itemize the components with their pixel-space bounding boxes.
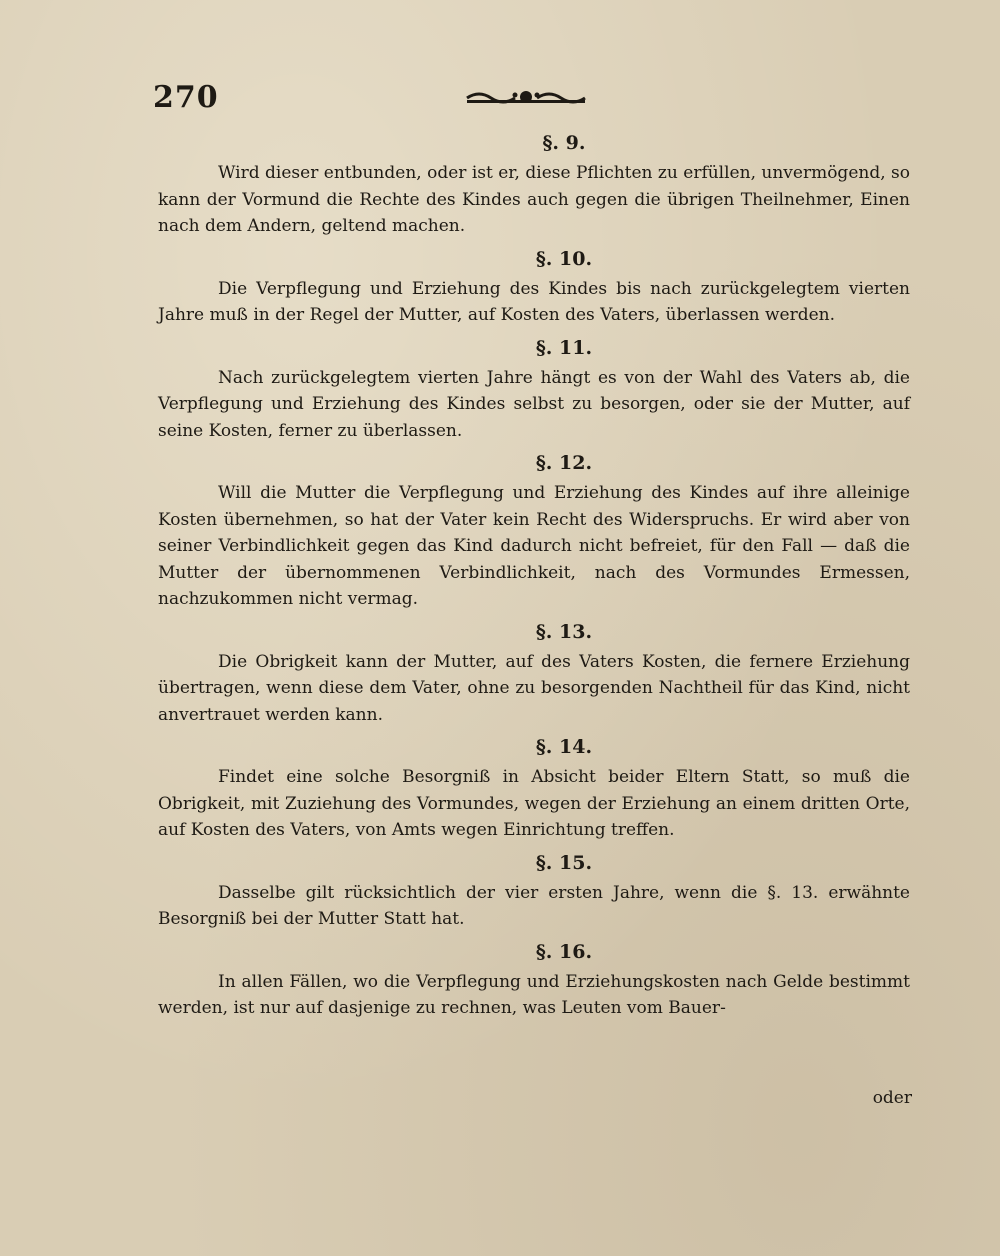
section-text-14: Findet eine solche Besorgniß in Absicht beider Eltern Statt, so muß die Obrigkeit, mit Zuziehung des Vormundes, wegen der Erziehung an einem dritten Orte, auf Kosten des Vaters, von Amts wegen Einrichtung treffen. [158,767,910,840]
section-text-13: Die Obrigkeit kann der Mutter, auf des Vaters Kosten, die fernere Erziehung übertragen, wenn diese dem Vater, ohne zu besorgenden Nachtheil für das Kind, nicht anvertrauet werden kann. [158,651,910,725]
section-text-12: Will die Mutter die Verpflegung und Erziehung des Kindes auf ihre alleinige Kosten übernehmen, so hat der Vater kein Recht des Widerspruchs. Er wird aber von seiner Verbindlichkeit gegen das Kind dadurch nicht befreiet, für den Fall — daß die Mutter der übernommenen Verbindlichkeit, nach des Vormundes Ermessen, nachzukommen nicht vermag. [158,483,910,609]
section-heading-15: §. 15. [535,851,593,874]
section-text-16: In allen Fällen, wo die Verpflegung und Erziehungskosten nach Gelde bestimmt werden, ist nur auf dasjenige zu rechnen, was Leuten vom Bauer- [158,971,910,1018]
section-heading-13: §. 13. [535,620,593,643]
main-text [158,128,910,1026]
section-text-15: Dasselbe gilt rücksichtlich der vier ersten Jahre, wenn die §. 13. erwähnte Besorgniß bei der Mutter Statt hat. [158,882,910,929]
section-heading-10: §. 10. [535,247,593,270]
section-heading-9: §. 9. [542,132,586,154]
section-heading-11: §. 11. [535,336,593,359]
section-heading-12: §. 12. [535,452,593,474]
printer-ornament [465,86,587,106]
catchword: oder [872,1088,912,1108]
section-heading-16: §. 16. [535,940,593,963]
section-text-10: Die Verpflegung und Erziehung des Kindes bis nach zurückgelegtem vierten Jahre muß in der Regel der Mutter, auf Kosten des Vaters, überlassen werden. [158,278,910,325]
section-text-9: Wird dieser entbunden, oder ist er, diese Pflichten zu erfüllen, unvermögend, so kann der Vormund die Rechte des Kindes auch gegen die übrigen Theilnehmer, Einen nach dem Andern, geltend machen. [158,163,910,236]
section-heading-14: §. 14. [535,736,593,758]
section-text-11: Nach zurückgelegtem vierten Jahre hängt es von der Wahl des Vaters ab, die Verpflegung und Erziehung des Kindes selbst zu besorgen, oder sie der Mutter, auf seine Kosten, ferner zu überlassen. [158,367,910,441]
page-number: 270 [153,80,219,115]
